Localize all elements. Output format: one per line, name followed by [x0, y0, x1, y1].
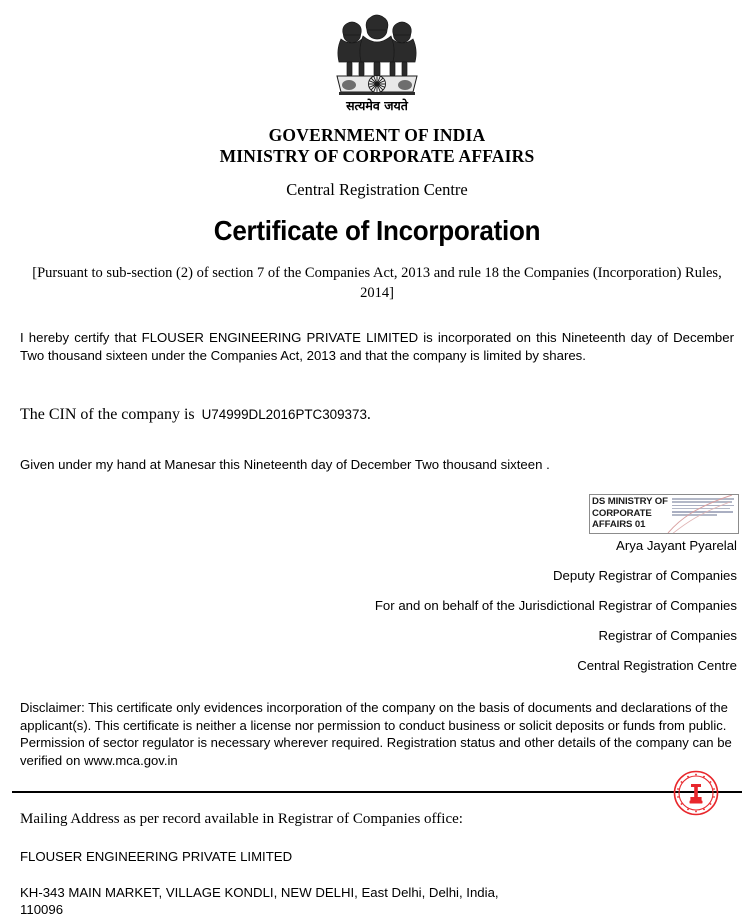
- section-divider: [12, 791, 742, 793]
- mailing-address-title: Mailing Address as per record available in Registrar of Companies office:: [20, 811, 463, 827]
- mailing-address-lines: KH-343 MAIN MARKET, VILLAGE KONDLI, NEW DELHI, East Delhi, Delhi, India, 110096: [20, 885, 499, 917]
- signatory-office: Central Registration Centre: [577, 658, 737, 673]
- digital-signature-area: [0, 494, 754, 538]
- heading-line-government: GOVERNMENT OF INDIA: [268, 125, 486, 145]
- page-title: Certificate of Incorporation: [213, 215, 541, 246]
- emblem-motto: सत्यमेव जयते: [346, 98, 408, 113]
- certificate-body: [20, 329, 734, 472]
- heading-line-ministry: MINISTRY OF CORPORATE AFFAIRS: [219, 146, 535, 166]
- digital-signature-label: [592, 496, 670, 531]
- cin-value: U74999DL2016PTC309373: [201, 407, 367, 422]
- government-heading: [0, 125, 754, 167]
- registrar-red-seal-icon: [670, 767, 722, 819]
- signatory-registrar: Registrar of Companies: [598, 628, 737, 643]
- cin-line: [20, 406, 734, 424]
- certify-paragraph: I hereby certify that FLOUSER ENGINEERING PRIVATE LIMITED is incorporated on this Nineteenth day of December Two thousand sixteen under the Companies Act, 2013 and that the company is limited by shares.: [20, 330, 734, 363]
- cin-period: .: [366, 406, 371, 423]
- given-under-hand-line: Given under my hand at Manesar this Nineteenth day of December Two thousand sixteen .: [20, 457, 550, 472]
- mailing-address-block: [20, 811, 734, 918]
- emblem-container: [0, 0, 754, 123]
- digital-signature-stamp: [589, 494, 739, 534]
- dsc-line-3: AFFAIRS 01: [592, 519, 646, 531]
- signatory-name: Arya Jayant Pyarelal: [616, 538, 737, 553]
- office-subtitle: Central Registration Centre: [286, 180, 468, 199]
- pursuant-text: [Pursuant to sub-section (2) of section 7 of the Companies Act, 2013 and rule 18 the Companies (Incorporation) Rules, 2014]: [32, 265, 722, 301]
- disclaimer-text: Disclaimer: This certificate only evidences incorporation of the company on the basis of documents and declarations of the applicant(s). This certificate is neither a license nor permission to conduct business or solicit deposits or funds from public. Permission of sector regulator is necessary wherever required. Registration status and other details of the company can be verified on www.mca.gov.in: [20, 700, 732, 768]
- signatory-on-behalf: For and on behalf of the Jurisdictional Registrar of Companies: [374, 598, 737, 613]
- signatory-designation: Deputy Registrar of Companies: [553, 568, 737, 583]
- digital-signature-microtext: [672, 498, 736, 518]
- mailing-company-name: FLOUSER ENGINEERING PRIVATE LIMITED: [20, 849, 293, 864]
- dsc-line-1: DS MINISTRY OF: [592, 496, 668, 507]
- cin-label: The CIN of the company is: [20, 406, 195, 423]
- dsc-line-2: CORPORATE: [592, 507, 652, 519]
- signature-block: [20, 538, 737, 673]
- state-emblem-of-india-icon: [323, 6, 431, 118]
